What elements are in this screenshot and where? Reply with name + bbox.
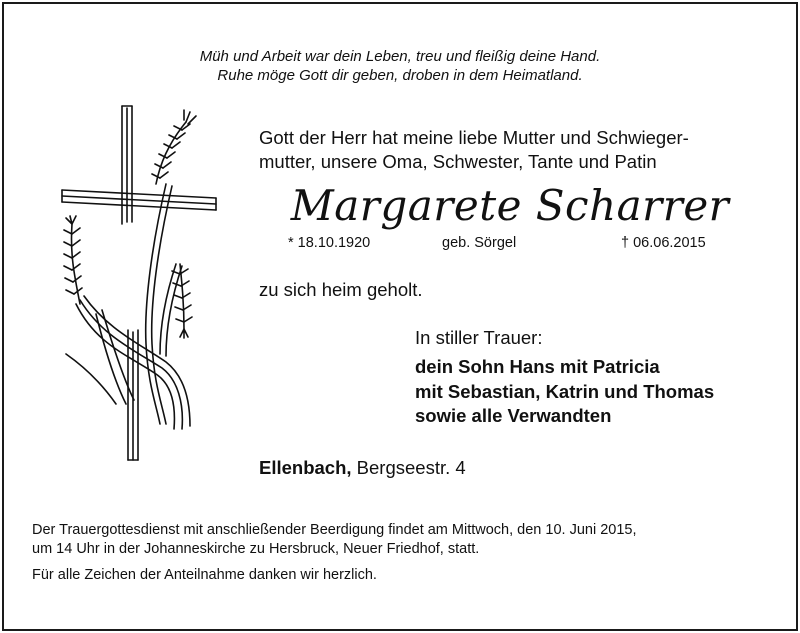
address bbox=[259, 456, 466, 480]
thanks-note: Für alle Zeichen der Anteilnahme danken wir herzlich. bbox=[32, 567, 377, 583]
address-town: Ellenbach, bbox=[259, 457, 352, 478]
motto-line-2: Ruhe möge Gott dir geben, droben in dem Heimatland. bbox=[217, 67, 583, 84]
intro-line-2: mutter, unsere Oma, Schwester, Tante und Patin bbox=[259, 151, 657, 172]
death-date: † 06.06.2015 bbox=[621, 235, 706, 251]
intro-text bbox=[259, 126, 779, 174]
motto-verse bbox=[0, 47, 800, 85]
heimgeholt-text: zu sich heim geholt. bbox=[259, 279, 423, 300]
mourners-list bbox=[415, 355, 714, 429]
mourners-line-3: sowie alle Verwandten bbox=[415, 405, 612, 426]
service-line-2: um 14 Uhr in der Johanneskirche zu Hersbruck, Neuer Friedhof, statt. bbox=[32, 541, 480, 557]
mourners-line-1: dein Sohn Hans mit Patricia bbox=[415, 356, 660, 377]
maiden-name: geb. Sörgel bbox=[442, 235, 517, 251]
service-info bbox=[32, 521, 772, 559]
mourners-line-2: mit Sebastian, Katrin und Thomas bbox=[415, 380, 715, 402]
service-line-1: Der Trauergottesdienst mit anschließender Beerdigung findet am Mittwoch, den 10. Juni 2015, bbox=[32, 522, 637, 538]
birth-date: * 18.10.1920 bbox=[288, 235, 371, 251]
deceased-name: Margarete Scharrer bbox=[290, 181, 730, 230]
address-street: Bergseestr. 4 bbox=[356, 457, 466, 478]
intro-line-1: Gott der Herr hat meine liebe Mutter und Schwieger- bbox=[259, 127, 689, 148]
motto-line-1: Müh und Arbeit war dein Leben, treu und fleißig deine Hand. bbox=[199, 48, 601, 65]
mourning-label: In stiller Trauer: bbox=[415, 327, 543, 348]
cross-with-wheat-icon bbox=[56, 104, 221, 464]
